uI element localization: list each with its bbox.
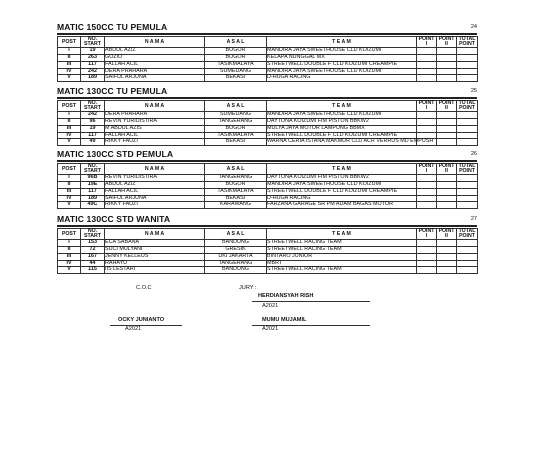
cell-team: STREETWELL RACING TEAM bbox=[267, 247, 417, 254]
table-header-row bbox=[58, 101, 478, 112]
cell-point2 bbox=[437, 139, 457, 146]
cell-no: 96B bbox=[81, 175, 105, 182]
cell-point1 bbox=[417, 182, 437, 189]
header-nama: N A M A bbox=[105, 37, 205, 48]
cell-asal: BEKASI bbox=[205, 139, 267, 146]
cell-no: 189 bbox=[81, 75, 105, 82]
cell-no: 242 bbox=[81, 68, 105, 75]
cell-pos: I bbox=[58, 48, 81, 55]
header-total: TOTAL POINT bbox=[457, 101, 478, 112]
cell-team: WARNA CERIA ISTANA MAKMUR CLD ACR VERRUS MD EMPUSH bbox=[267, 138, 434, 145]
cell-total bbox=[457, 260, 478, 267]
cell-total bbox=[457, 240, 478, 247]
cell-team: STREETWELL RACING TEAM bbox=[267, 240, 417, 247]
header-point1: POINT I bbox=[417, 164, 437, 175]
coc-code: A2021 bbox=[125, 326, 142, 332]
cell-asal: SUMEDANG bbox=[205, 112, 267, 119]
cell-point2 bbox=[437, 119, 457, 126]
cell-point1 bbox=[417, 75, 437, 82]
coc-label: C.O.C bbox=[136, 285, 152, 291]
cell-pos: IV bbox=[58, 195, 81, 202]
cell-point2 bbox=[437, 132, 457, 139]
cell-total bbox=[457, 139, 478, 146]
header-nama: N A M A bbox=[105, 164, 205, 175]
header-team: T E A M bbox=[267, 37, 417, 48]
cell-point1 bbox=[417, 247, 437, 254]
cell-pos: III bbox=[58, 188, 81, 195]
cell-team: STREETWELL DOUBLE F CLD KOIZUMI CREAMPIE bbox=[267, 132, 417, 139]
cell-pos: I bbox=[58, 112, 81, 119]
cell-nama: ABDUL AZIZ bbox=[105, 48, 205, 55]
cell-point2 bbox=[437, 253, 457, 260]
cell-pos: III bbox=[58, 253, 81, 260]
cell-nama: ABDUL AZIZ bbox=[105, 182, 205, 189]
cell-point1 bbox=[417, 48, 437, 55]
cell-nama: M ABDUL AZIS bbox=[105, 125, 205, 132]
cell-pos: II bbox=[58, 182, 81, 189]
cell-point2 bbox=[437, 240, 457, 247]
table-row bbox=[58, 139, 478, 146]
cell-pos: V bbox=[58, 75, 81, 82]
cell-total bbox=[457, 188, 478, 195]
cell-nama: DERA PRAHARA bbox=[105, 112, 205, 119]
cell-nama: RIKKY FAUZI bbox=[105, 139, 205, 146]
cell-no: 189 bbox=[81, 195, 105, 202]
cell-asal: BANDUNG bbox=[205, 240, 267, 247]
cell-team: MANDIRA JAYA SWEETHOUSE CLD KOIZUMI bbox=[267, 48, 417, 55]
cell-total bbox=[457, 125, 478, 132]
header-no: NO. START bbox=[81, 101, 105, 112]
cell-total bbox=[457, 119, 478, 126]
cell-no: 263 bbox=[81, 55, 105, 62]
jury2-name: MUMU MUJAMIL bbox=[262, 317, 307, 323]
jury1-name: HERDIANSYAH RISH bbox=[258, 293, 314, 299]
cell-point1 bbox=[417, 267, 437, 274]
coc-underline bbox=[110, 325, 182, 326]
header-nama: N A M A bbox=[105, 101, 205, 112]
cell-team: STREETWELL DOUBLE F CLD KOIZUMI CREAMPIE bbox=[267, 61, 417, 68]
cell-nama: FALLAH ACIL bbox=[105, 61, 205, 68]
cell-team: MANDIRA JAYA SWEETHOUSE CLD KOIZUMI bbox=[267, 68, 417, 75]
cell-total bbox=[457, 253, 478, 260]
cell-total bbox=[457, 267, 478, 274]
header-total: TOTAL POINT bbox=[457, 164, 478, 175]
section-title: MATIC 130CC STD PEMULA bbox=[57, 149, 174, 159]
cell-pos: IV bbox=[58, 260, 81, 267]
cell-point2 bbox=[437, 68, 457, 75]
header-total: TOTAL POINT bbox=[457, 229, 478, 240]
header-point2: POINT II bbox=[437, 164, 457, 175]
cell-total bbox=[457, 48, 478, 55]
cell-team: MULYA JAYA MOTOR LAMPUNG BBMX bbox=[267, 125, 417, 132]
cell-no: 167 bbox=[81, 253, 105, 260]
cell-pos: I bbox=[58, 240, 81, 247]
cell-point1 bbox=[417, 188, 437, 195]
table-header-row bbox=[58, 37, 478, 48]
cell-point2 bbox=[437, 112, 457, 119]
cell-pos: I bbox=[58, 175, 81, 182]
cell-total bbox=[457, 202, 478, 209]
cell-point1 bbox=[417, 260, 437, 267]
header-total: TOTAL POINT bbox=[457, 37, 478, 48]
cell-total bbox=[457, 247, 478, 254]
results-table bbox=[57, 36, 478, 82]
cell-asal: DKI JAKARTA bbox=[205, 253, 267, 260]
cell-pos: III bbox=[58, 125, 81, 132]
cell-no: 49C bbox=[81, 202, 105, 209]
jury1-underline bbox=[252, 301, 370, 302]
results-table bbox=[57, 228, 478, 274]
cell-pos: IV bbox=[58, 68, 81, 75]
cell-nama: IIS LESTARI bbox=[105, 267, 205, 274]
cell-nama: GOZIO bbox=[105, 55, 205, 62]
cell-point2 bbox=[437, 175, 457, 182]
header-pos: POST bbox=[58, 101, 81, 112]
cell-pos: II bbox=[58, 55, 81, 62]
cell-point1 bbox=[417, 68, 437, 75]
cell-nama: FALLAH ACIL bbox=[105, 132, 205, 139]
cell-team: D-HUGA RACING bbox=[267, 75, 417, 82]
header-pos: POST bbox=[58, 37, 81, 48]
cell-team: MANDIRA JAYA SWEETHOUSE CLD KOIZUMI bbox=[267, 112, 417, 119]
cell-point2 bbox=[437, 260, 457, 267]
cell-pos: IV bbox=[58, 132, 81, 139]
table-header-row bbox=[58, 164, 478, 175]
cell-total bbox=[457, 195, 478, 202]
cell-nama: SAIFUL ARJUNA bbox=[105, 75, 205, 82]
cell-total bbox=[457, 132, 478, 139]
section-title: MATIC 130CC TU PEMULA bbox=[57, 86, 168, 96]
header-asal: A S A L bbox=[205, 101, 267, 112]
cell-point1 bbox=[417, 202, 437, 209]
cell-no: 44 bbox=[81, 260, 105, 267]
cell-asal: BOGOR bbox=[205, 55, 267, 62]
header-point2: POINT II bbox=[437, 101, 457, 112]
cell-team: MANDIRA JAYA SWEETHOUSE CLD KOIZUMI bbox=[267, 182, 417, 189]
cell-nama: REVIN YURIDISTIRA bbox=[105, 175, 205, 182]
cell-no: 115 bbox=[81, 267, 105, 274]
header-nama: N A M A bbox=[105, 229, 205, 240]
cell-nama: DERA PRAHARA bbox=[105, 68, 205, 75]
cell-no: 117 bbox=[81, 61, 105, 68]
cell-team: STREETWELL DOUBLE F CLD KOIZUMI CREAMPIE bbox=[267, 188, 417, 195]
cell-nama: SUCI MULYANI bbox=[105, 247, 205, 254]
header-no: NO. START bbox=[81, 164, 105, 175]
cell-point2 bbox=[437, 55, 457, 62]
cell-point1 bbox=[417, 119, 437, 126]
cell-no: 117 bbox=[81, 132, 105, 139]
section-title: MATIC 130CC STD WANITA bbox=[57, 214, 171, 224]
cell-team: FARZANA GARAGE SR PM ADAM BAGAS MOTOR bbox=[267, 202, 417, 209]
cell-no: 72 bbox=[81, 247, 105, 254]
cell-total bbox=[457, 182, 478, 189]
cell-asal: TANGERANG bbox=[205, 119, 267, 126]
cell-no: 19 bbox=[81, 48, 105, 55]
cell-point2 bbox=[437, 182, 457, 189]
header-pos: POST bbox=[58, 229, 81, 240]
cell-asal: BEKASI bbox=[205, 75, 267, 82]
coc-name: OCKY JUNIANTO bbox=[118, 317, 165, 323]
cell-point1 bbox=[417, 125, 437, 132]
cell-team: MBRT bbox=[267, 260, 417, 267]
section-number: 24 bbox=[470, 24, 477, 30]
section-rule bbox=[57, 225, 477, 227]
cell-point2 bbox=[437, 61, 457, 68]
cell-pos: III bbox=[58, 61, 81, 68]
cell-point1 bbox=[417, 195, 437, 202]
cell-team: BINTARO JUNIOR bbox=[267, 253, 417, 260]
jury1-code: A2021 bbox=[262, 303, 279, 309]
cell-total bbox=[457, 61, 478, 68]
header-asal: A S A L bbox=[205, 164, 267, 175]
cell-pos: V bbox=[58, 139, 81, 146]
cell-team: DAYTONA KOIZUMI FIM PISTON BBKW2 bbox=[267, 175, 417, 182]
cell-point1 bbox=[417, 61, 437, 68]
cell-team: KELAPA NUNGGAL MX bbox=[267, 55, 417, 62]
cell-point2 bbox=[437, 267, 457, 274]
cell-point1 bbox=[417, 253, 437, 260]
cell-asal: TASIKMALAYA bbox=[205, 61, 267, 68]
section-rule bbox=[57, 160, 477, 162]
cell-point2 bbox=[437, 195, 457, 202]
header-point1: POINT I bbox=[417, 37, 437, 48]
cell-point2 bbox=[437, 75, 457, 82]
section-rule bbox=[57, 33, 477, 35]
cell-point2 bbox=[437, 48, 457, 55]
header-team: T E A M bbox=[267, 164, 417, 175]
results-table bbox=[57, 100, 478, 146]
header-no: NO. START bbox=[81, 229, 105, 240]
section-number: 26 bbox=[470, 151, 477, 157]
cell-nama: ECA SABANA bbox=[105, 240, 205, 247]
table-row bbox=[58, 125, 478, 132]
cell-team: DAYTONA KOIZUMI FIM PISTON BBKW2 bbox=[267, 119, 417, 126]
cell-team: STREETWELL RACING TEAM bbox=[267, 267, 417, 274]
header-team: T E A M bbox=[267, 101, 417, 112]
cell-nama: JENNY KELLEUS bbox=[105, 253, 205, 260]
table-row bbox=[58, 188, 478, 195]
cell-total bbox=[457, 68, 478, 75]
section-number: 25 bbox=[470, 88, 477, 94]
table-row bbox=[58, 267, 478, 274]
header-point1: POINT I bbox=[417, 101, 437, 112]
cell-asal: BOGOR bbox=[205, 125, 267, 132]
cell-point2 bbox=[437, 202, 457, 209]
cell-nama: RAHAYU bbox=[105, 260, 205, 267]
table-header-row bbox=[58, 229, 478, 240]
section-number: 27 bbox=[470, 216, 477, 222]
cell-nama: FALLAH ACIL bbox=[105, 188, 205, 195]
cell-total bbox=[457, 75, 478, 82]
header-point1: POINT I bbox=[417, 229, 437, 240]
cell-point2 bbox=[437, 188, 457, 195]
cell-pos: V bbox=[58, 202, 81, 209]
cell-pos: V bbox=[58, 267, 81, 274]
cell-asal: TASIKMALAYA bbox=[205, 188, 267, 195]
cell-asal: BEKASI bbox=[205, 195, 267, 202]
cell-total bbox=[457, 175, 478, 182]
header-point2: POINT II bbox=[437, 229, 457, 240]
cell-pos: II bbox=[58, 119, 81, 126]
cell-asal: BANDUNG bbox=[205, 267, 267, 274]
table-row bbox=[58, 61, 478, 68]
jury2-code: A2021 bbox=[262, 326, 279, 332]
cell-asal: TANGERANG bbox=[205, 260, 267, 267]
cell-nama: RIKKY FAUZI bbox=[105, 202, 205, 209]
table-row bbox=[58, 253, 478, 260]
table-row bbox=[58, 202, 478, 209]
table-row bbox=[58, 75, 478, 82]
section-rule bbox=[57, 97, 477, 99]
cell-asal: BOGOR bbox=[205, 182, 267, 189]
results-table bbox=[57, 163, 478, 209]
header-team: T E A M bbox=[267, 229, 417, 240]
cell-point1 bbox=[417, 55, 437, 62]
cell-point2 bbox=[437, 125, 457, 132]
cell-asal: BOGOR bbox=[205, 48, 267, 55]
cell-point2 bbox=[437, 247, 457, 254]
cell-total bbox=[457, 112, 478, 119]
cell-no: 49 bbox=[81, 139, 105, 146]
header-pos: POST bbox=[58, 164, 81, 175]
cell-asal: KARAWANG bbox=[205, 202, 267, 209]
cell-no: 19E bbox=[81, 182, 105, 189]
header-no: NO. START bbox=[81, 37, 105, 48]
cell-nama: SAIFUL ARJUNA bbox=[105, 195, 205, 202]
header-asal: A S A L bbox=[205, 229, 267, 240]
cell-asal: TASIKMALAYA bbox=[205, 132, 267, 139]
cell-no: 96 bbox=[81, 119, 105, 126]
cell-total bbox=[457, 55, 478, 62]
cell-asal: TANGERANG bbox=[205, 175, 267, 182]
cell-no: 19 bbox=[81, 125, 105, 132]
cell-pos: II bbox=[58, 247, 81, 254]
cell-no: 242 bbox=[81, 112, 105, 119]
cell-point1 bbox=[417, 240, 437, 247]
jury-label: JURY : bbox=[239, 285, 257, 291]
cell-nama: REVIN YURIDISTIRA bbox=[105, 119, 205, 126]
cell-no: 117 bbox=[81, 188, 105, 195]
cell-team: D-HUGA RACING bbox=[267, 195, 417, 202]
header-point2: POINT II bbox=[437, 37, 457, 48]
header-asal: A S A L bbox=[205, 37, 267, 48]
cell-point1 bbox=[417, 112, 437, 119]
cell-asal: GRESIK bbox=[205, 247, 267, 254]
cell-point1 bbox=[417, 175, 437, 182]
cell-no: 153 bbox=[81, 240, 105, 247]
section-title: MATIC 150CC TU PEMULA bbox=[57, 22, 168, 32]
cell-asal: SUMEDANG bbox=[205, 68, 267, 75]
